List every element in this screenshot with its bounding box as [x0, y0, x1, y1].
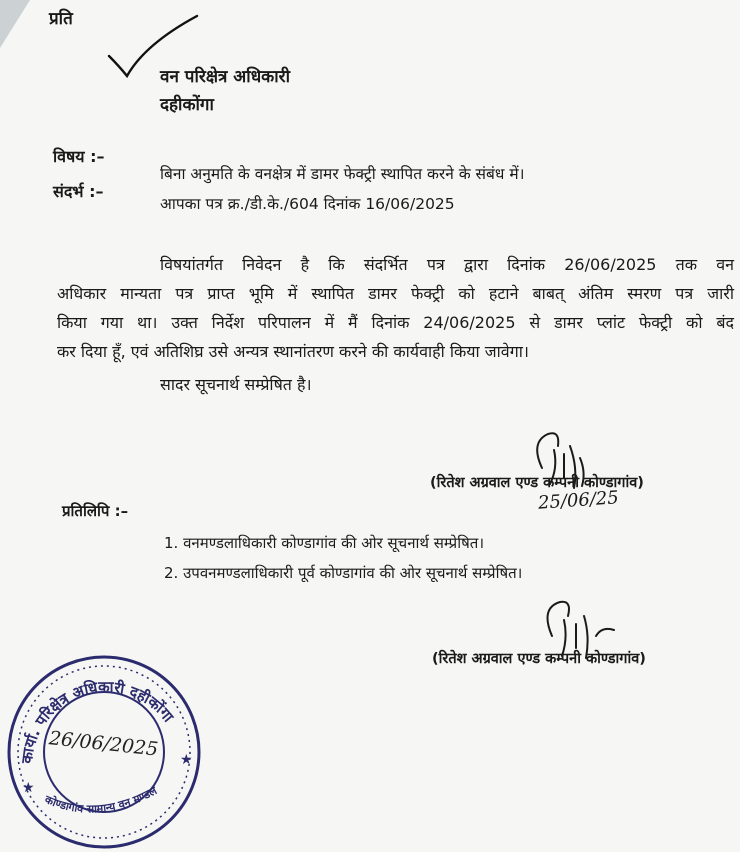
svg-text:कोण्डागांव सामान्य वन मण्डल: [42, 784, 160, 816]
signatory-name: (रितेश अग्रवाल एण्ड कम्पनी कोण्डागांव): [432, 651, 646, 667]
recipient-place: दहीकोंगा: [160, 95, 214, 115]
signature-date: 25/06/25: [537, 487, 620, 514]
copy-to-item: 2. उपवनमण्डलाधिकारी पूर्व कोण्डागांव की ओर सूचनार्थ सम्प्रेषित।: [164, 564, 523, 582]
recipient-designation: वन परिक्षेत्र अधिकारी: [160, 67, 290, 87]
star-icon: ★: [180, 752, 193, 768]
reference-text: आपका पत्र क्र./डी.के./604 दिनांक 16/06/2025: [160, 195, 455, 213]
body-line: विषयांतर्गत निवेदन है कि संदर्भित पत्र द्वारा दिनांक 26/06/2025 तक वन: [160, 255, 734, 274]
page-fold-shadow: [0, 0, 30, 48]
body-paragraph: [57, 250, 734, 366]
body-line: कर दिया हूँ, एवं अतिशिघ्र उसे अन्यत्र स्थानांतरण करने की कार्यवाही किया जावेगा।: [57, 342, 529, 361]
checkmark-icon: [105, 14, 205, 84]
subject-label: विषय :–: [53, 147, 105, 166]
office-stamp: [4, 652, 204, 852]
star-icon: ★: [22, 780, 35, 796]
reference-label: संदर्भ :–: [53, 182, 104, 201]
copy-to-label: प्रतिलिपि :–: [62, 502, 129, 520]
copy-to-item: 1. वनमण्डलाधिकारी कोण्डागांव की ओर सूचनार्थ सम्प्रेषित।: [164, 534, 485, 552]
stamp-date: 26/06/2025: [47, 727, 160, 761]
signatory-name: (रितेश अग्रवाल एण्ड कम्पनी कोण्डागांव): [430, 475, 644, 491]
body-line: किया गया था। उक्त निर्देश परिपालन में मैं दिनांक 24/06/2025 से डामर प्लांट फेक्ट्री को बंद: [57, 313, 734, 332]
to-label: प्रति: [49, 9, 73, 29]
body-line: अधिकार मान्यता पत्र प्राप्त भूमि में स्थापित डामर फेक्ट्री को हटाने बाबत् अंतिम स्मरण पत्र जारी: [57, 284, 734, 303]
subject-text: बिना अनुमति के वनक्षेत्र में डामर फेक्ट्री स्थापित करने के संबंध में।: [160, 165, 525, 183]
stamp-lower-text: कोण्डागांव सामान्य वन मण्डल: [42, 784, 160, 816]
stamp-outer-text: कार्या. परिक्षेत्र अधिकारी दहीकोंगा: [17, 677, 178, 765]
closing-line: सादर सूचनार्थ सम्प्रेषित है।: [160, 375, 312, 394]
